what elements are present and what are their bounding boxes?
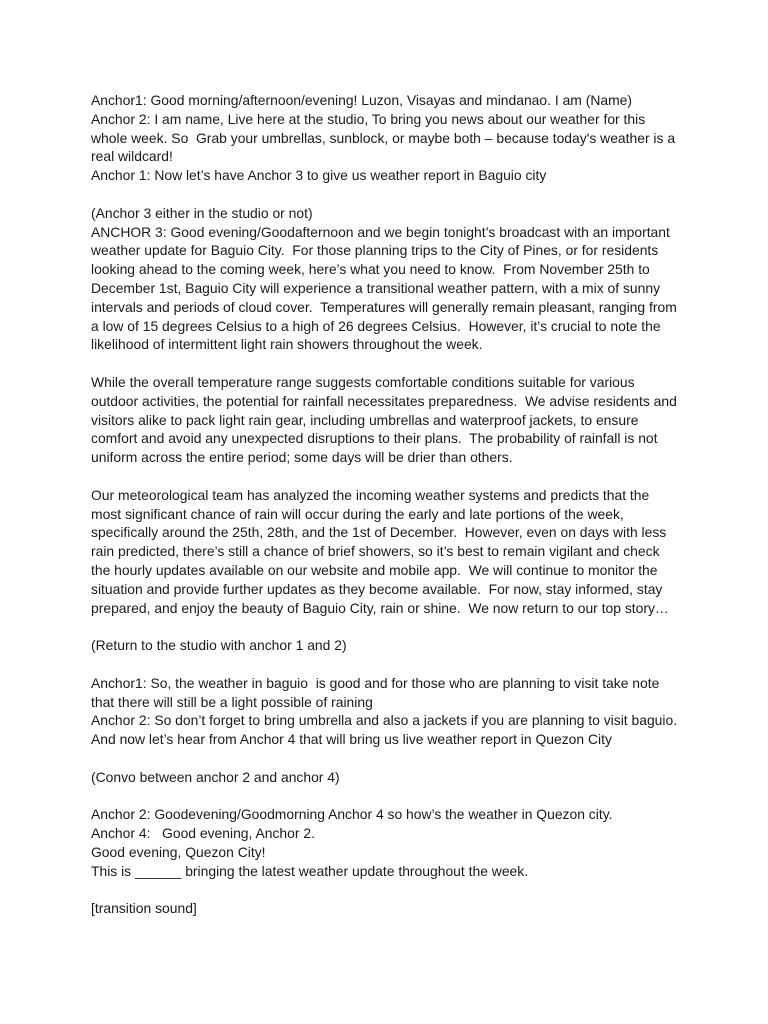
text-line: real wildcard!: [91, 148, 173, 165]
text-line: Anchor 2: I am name, Live here at the studio, To bring you news about our weather for this: [91, 110, 646, 127]
text-line: outdoor activities, the potential for rainfall necessitates preparedness. We advise residents and: [91, 392, 677, 409]
document-page: [91, 91, 691, 918]
blank-line: [91, 655, 691, 674]
text-line: ANCHOR 3: Good evening/Goodafternoon and we begin tonight’s broadcast with an important: [91, 223, 670, 240]
text-line: While the overall temperature range suggests comfortable conditions suitable for various: [91, 373, 635, 390]
text-line: specifically around the 25th, 28th, and the 1st of December. However, even on days with less: [91, 524, 667, 541]
text-line: (Anchor 3 either in the studio or not): [91, 204, 313, 221]
text-line: looking ahead to the coming week, here’s what you need to know. From November 25th to: [91, 261, 650, 278]
blank-line: [91, 786, 691, 805]
text-line: whole week. So Grab your umbrellas, sunblock, or maybe both – because today's weather is a: [91, 129, 676, 146]
text-line: And now let’s hear from Anchor 4 that will bring us live weather report in Quezon City: [91, 731, 612, 748]
blank-line: [91, 354, 691, 373]
text-line: December 1st, Baguio City will experience a transitional weather pattern, with a mix of sunny: [91, 279, 661, 296]
text-line: Our meteorological team has analyzed the incoming weather systems and predicts that the: [91, 486, 650, 503]
text-line: (Return to the studio with anchor 1 and 2): [91, 637, 347, 654]
text-line: a low of 15 degrees Celsius to a high of 26 degrees Celsius. However, it’s crucial to note the: [91, 317, 661, 334]
text-line: Anchor 2: Goodevening/Goodmorning Anchor 4 so how’s the weather in Quezon city.: [91, 806, 613, 823]
text-line: comfort and avoid any unexpected disruptions to their plans. The probability of rainfall is not: [91, 430, 658, 447]
text-line: uniform across the entire period; some days will be drier than others.: [91, 449, 513, 466]
blank-line: [91, 617, 691, 636]
blank-line: [91, 185, 691, 204]
blank-line: [91, 880, 691, 899]
text-line: likelihood of intermittent light rain showers throughout the week.: [91, 336, 483, 353]
blank-line: [91, 749, 691, 768]
text-line: Anchor 2: So don’t forget to bring umbrella and also a jackets if you are planning to visit baguio.: [91, 712, 678, 729]
text-line: [transition sound]: [91, 900, 197, 917]
text-line: Good evening, Quezon City!: [91, 843, 266, 860]
text-line: Anchor 4: Good evening, Anchor 2.: [91, 825, 315, 842]
text-line: visitors alike to pack light rain gear, including umbrellas and waterproof jackets, to ensure: [91, 411, 639, 428]
text-line: situation and provide further updates as they become available. For now, stay informed, stay: [91, 580, 663, 597]
text-line: prepared, and enjoy the beauty of Baguio City, rain or shine. We now return to our top story…: [91, 599, 669, 616]
text-line: Anchor1: Good morning/afternoon/evening! Luzon, Visayas and mindanao. I am (Name): [91, 92, 633, 108]
text-line: Anchor 1: Now let’s have Anchor 3 to give us weather report in Baguio city: [91, 167, 547, 184]
text-line: the hourly updates available on our website and mobile app. We will continue to monitor the: [91, 561, 658, 578]
text-line: intervals and periods of cloud cover. Temperatures will generally remain pleasant, ranging from: [91, 298, 677, 315]
text-line: This is ______ bringing the latest weather update throughout the week.: [91, 862, 529, 879]
text-line: (Convo between anchor 2 and anchor 4): [91, 768, 340, 785]
text-line: Anchor1: So, the weather in baguio is good and for those who are planning to visit take note: [91, 674, 660, 691]
text-line: that there will still be a light possible of raining: [91, 693, 373, 710]
text-line: rain predicted, there’s still a chance of brief showers, so it’s best to remain vigilant and check: [91, 543, 660, 560]
text-line: weather update for Baguio City. For those planning trips to the City of Pines, or for residents: [91, 242, 659, 259]
blank-line: [91, 467, 691, 486]
text-line: most significant chance of rain will occur during the early and late portions of the week,: [91, 505, 624, 522]
